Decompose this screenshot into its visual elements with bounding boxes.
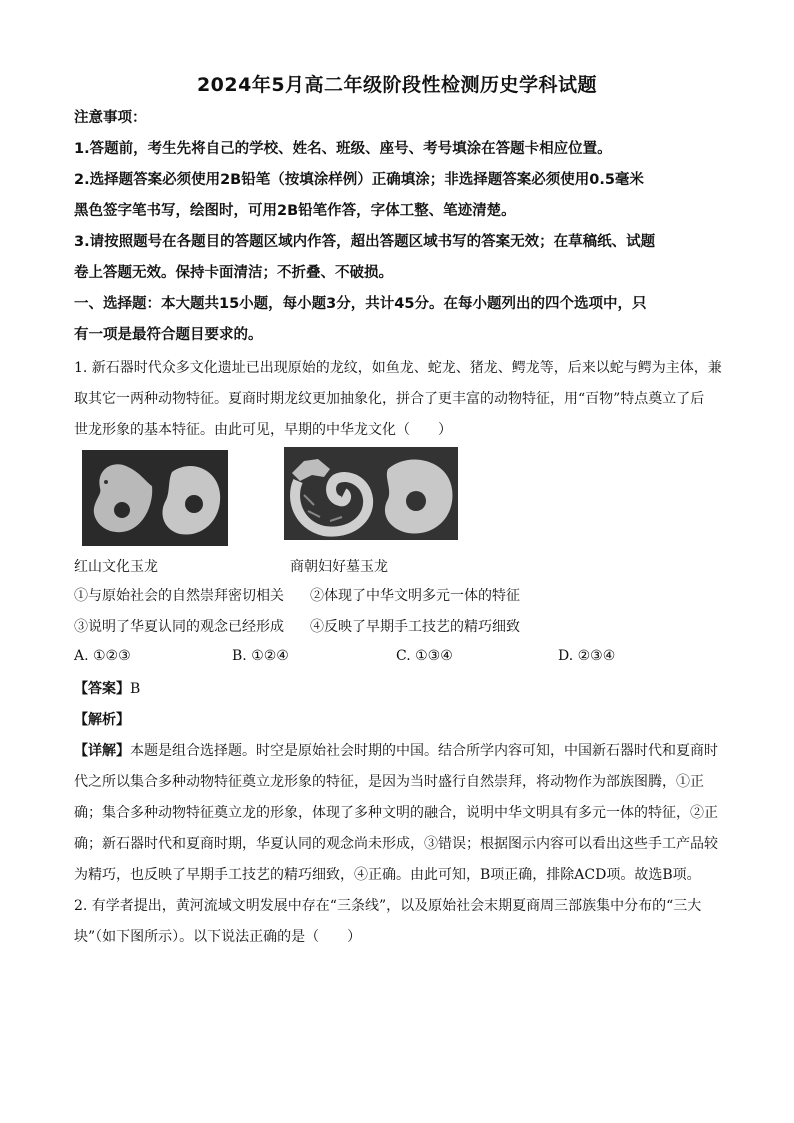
notice-item-3-line-1: 3.请按照题号在各题目的答题区域内作答，超出答题区域书写的答案无效；在草稿纸、试题 <box>74 234 656 250</box>
detail-line-3: 确；集合多种动物特征奠立龙的形象，体现了多种文明的融合，说明中华文明具有多元一体的特征，②正 <box>74 805 718 821</box>
option-a: A. ①②③ <box>74 648 131 664</box>
analysis-line <box>74 705 722 736</box>
statement-row-2 <box>74 612 722 643</box>
caption-hongshan: 红山文化玉龙 <box>74 559 158 575</box>
detail-text-1: 本题是组合选择题。时空是原始社会时期的中国。结合所学内容可知，中国新石器时代和夏商时 <box>130 743 718 759</box>
detail-line-2: 代之所以集合多种动物特征奠立龙形象的特征，是因为当时盛行自然崇拜，将动物作为部族图腾，①正 <box>74 774 704 790</box>
detail-label: 【详解】 <box>74 743 130 759</box>
statement-3: ③说明了华夏认同的观念已经形成 <box>74 619 284 635</box>
detail-line-1 <box>74 736 722 767</box>
option-c: C. ①③④ <box>396 648 453 664</box>
answer-value: B <box>130 681 141 697</box>
section-heading-line-2: 有一项是最符合题目要求的。 <box>74 327 263 343</box>
notice-item-1: 1.答题前，考生先将自己的学校、姓名、班级、座号、考号填涂在答题卡相应位置。 <box>74 141 612 157</box>
option-d: D. ②③④ <box>558 648 616 664</box>
notice-item-2-line-1: 2.选择题答案必须使用2B铅笔（按填涂样例）正确填涂；非选择题答案必须使用0.5毫米 <box>74 172 644 188</box>
answer-label: 【答案】 <box>74 681 130 697</box>
notice-heading: 注意事项： <box>74 110 147 126</box>
jade-dragon-images <box>82 450 462 550</box>
statement-2: ②体现了中华文明多元一体的特征 <box>310 588 520 604</box>
q2-line-1: 2. 有学者提出，黄河流域文明发展中存在“三条线”，以及原始社会末期夏商周三部族集中分布的“三大 <box>74 898 702 914</box>
question-2-stem <box>74 891 722 953</box>
statement-1: ①与原始社会的自然崇拜密切相关 <box>74 588 284 604</box>
q1-answer-block <box>74 674 722 891</box>
notice-item-3-line-2: 卷上答题无效。保持卡面清洁；不折叠、不破损。 <box>74 265 393 281</box>
section-heading-line-1: 一、选择题：本大题共15小题，每小题3分，共计45分。在每小题列出的四个选项中，只 <box>74 296 647 312</box>
hongshan-jade-dragon-image <box>82 450 228 546</box>
answer-line <box>74 674 722 705</box>
page-title: 2024年5月高二年级阶段性检测历史学科试题 <box>196 74 598 96</box>
q1-line-2: 取其它一两种动物特征。夏商时期龙纹更加抽象化，拼合了更丰富的动物特征，用“百物”特点奠立了后 <box>74 391 705 407</box>
notice-item-2-line-2: 黑色签字笔书写，绘图时，可用2B铅笔作答，字体工整、笔迹清楚。 <box>74 203 516 219</box>
q1-line-1: 1. 新石器时代众多文化遗址已出现原始的龙纹，如鱼龙、蛇龙、猪龙、鳄龙等，后来以蛇与鳄为主体，兼 <box>74 360 722 376</box>
q2-line-2: 块”（如下图所示）。以下说法正确的是（ ） <box>74 929 362 945</box>
fuhao-tomb-jade-dragon-image <box>284 447 458 540</box>
statement-row-1 <box>74 581 722 612</box>
statement-4: ④反映了早期手工技艺的精巧细致 <box>310 619 520 635</box>
question-1-stem <box>74 353 722 446</box>
analysis-label: 【解析】 <box>74 712 130 728</box>
q1-line-3: 世龙形象的基本特征。由此可见，早期的中华龙文化（ ） <box>74 422 452 438</box>
caption-fuhao: 商朝妇好墓玉龙 <box>290 559 388 575</box>
notice-section <box>74 103 724 351</box>
detail-line-5: 为精巧，也反映了早期手工技艺的精巧细致，④正确。由此可知，B项正确，排除ACD项。故选B项。 <box>74 867 701 883</box>
option-b: B. ①②④ <box>232 648 289 664</box>
q1-statements <box>74 581 722 643</box>
detail-line-4: 确；新石器时代和夏商时期，华夏认同的观念尚未形成，③错误；根据图示内容可以看出这些手工产品较 <box>74 836 718 852</box>
